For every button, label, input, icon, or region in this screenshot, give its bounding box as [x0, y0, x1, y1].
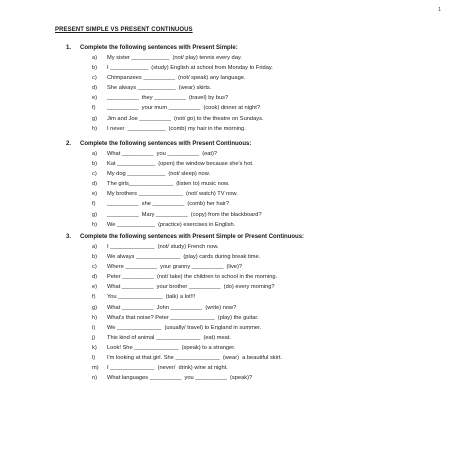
- item-sentence: My sister ____________ (not/ play) tennis every day.: [107, 55, 242, 61]
- item-sentence: We ____________ (practice) exercises in English.: [107, 221, 236, 228]
- item-letter: f): [92, 294, 96, 301]
- exercise-instruction: Complete the following sentences with Present Simple or Present Continuous:: [80, 234, 305, 240]
- item-sentence: What __________ John __________ (write) now?: [107, 304, 237, 311]
- exercise-item: [92, 333, 426, 343]
- item-letter: m): [92, 365, 99, 372]
- exercise-item: [92, 124, 426, 134]
- item-letter: h): [92, 125, 98, 132]
- item-letter: c): [92, 264, 97, 271]
- item-letter: k): [92, 344, 97, 351]
- exercise-item: [92, 159, 426, 169]
- item-letter: b): [92, 65, 98, 72]
- item-sentence: Peter __________ (not/ take) the children to school in the morning.: [107, 274, 278, 281]
- exercise-items: [92, 149, 426, 230]
- item-sentence: You ______________ (talk) a lot!!!: [107, 294, 196, 301]
- item-sentence: My dog ____________ (not/ sleep) now.: [107, 171, 211, 178]
- exercise-item: [92, 103, 426, 113]
- exercise-items: [92, 242, 426, 383]
- item-sentence: I ______________ (never/ drink) wine at night.: [107, 365, 228, 372]
- exercise-item: [92, 220, 426, 230]
- exercise-instruction: Complete the following sentences with Present Continuous:: [80, 141, 252, 147]
- item-letter: f): [92, 105, 96, 112]
- item-letter: n): [92, 375, 98, 382]
- page-number: 1: [438, 7, 441, 13]
- item-sentence: Kat ____________ (open) the window because she's hot.: [107, 161, 254, 168]
- item-sentence: What's that noise? Peter ______________ (play) the guitar.: [107, 314, 259, 321]
- exercise-item: [92, 199, 426, 209]
- exercise-item: [92, 252, 426, 262]
- exercise-heading: [66, 139, 426, 149]
- item-letter: e): [92, 284, 98, 291]
- exercise-item: [92, 83, 426, 93]
- item-letter: d): [92, 274, 98, 281]
- item-letter: b): [92, 254, 98, 261]
- exercise-item: [92, 303, 426, 313]
- item-sentence: __________ Mary __________ (copy) from the blackboard?: [107, 211, 262, 218]
- item-sentence: __________ she __________ (comb) her hair?: [107, 201, 230, 208]
- item-letter: h): [92, 221, 98, 228]
- item-letter: h): [92, 314, 98, 321]
- item-sentence: Chimpanzees __________ (not/ speak) any language.: [107, 75, 246, 82]
- exercise-section-1: [66, 43, 426, 134]
- exercise-heading: [66, 43, 426, 53]
- item-letter: d): [92, 85, 98, 92]
- exercise-items: [92, 53, 426, 134]
- exercise-item: [92, 53, 426, 63]
- item-sentence: I ____________ (study) English at school from Monday to Friday.: [107, 65, 273, 72]
- item-letter: f): [92, 201, 96, 208]
- worksheet-title: PRESENT SIMPLE VS PRESENT CONTINUOUS: [55, 27, 193, 33]
- exercise-item: [92, 63, 426, 73]
- item-letter: e): [92, 95, 98, 102]
- exercise-item: [92, 262, 426, 272]
- item-sentence: Where __________ your granny __________ (live)?: [107, 264, 243, 271]
- item-sentence: What languages __________ you __________ (speak)?: [107, 375, 253, 382]
- item-sentence: What __________ your brother __________ (do) every morning?: [107, 284, 275, 291]
- exercise-item: [92, 210, 426, 220]
- item-letter: l): [92, 355, 96, 362]
- item-letter: c): [92, 171, 97, 178]
- item-sentence: We always ______________ (play) cards during break time.: [107, 254, 261, 261]
- item-sentence: I'm looking at that girl. She ______________ (wear) a beautiful skirt.: [107, 355, 282, 362]
- exercise-heading: [66, 232, 426, 242]
- item-sentence: Jim and Joe __________ (not/ go) to the theatre on Sundays.: [107, 115, 264, 122]
- item-letter: j): [92, 334, 96, 341]
- item-letter: a): [92, 151, 98, 157]
- item-sentence: The girls______________ (listen to) music now.: [107, 181, 230, 188]
- exercise-item: [92, 373, 426, 383]
- item-sentence: We ______________ (usually/ travel) to England in summer.: [107, 324, 262, 331]
- exercise-section-3: [66, 232, 426, 383]
- exercise-item: [92, 343, 426, 353]
- item-sentence: This kind of animal ______________ (eat) meat.: [107, 334, 231, 341]
- item-sentence: I ______________ (not/ study) French now.: [107, 244, 219, 250]
- exercise-item: [92, 353, 426, 363]
- item-letter: a): [92, 55, 98, 61]
- exercise-instruction: Complete the following sentences with Present Simple:: [80, 45, 238, 51]
- exercise-item: [92, 93, 426, 103]
- exercise-section-2: [66, 139, 426, 230]
- item-sentence: __________ they __________ (travel) by bus?: [107, 95, 229, 102]
- item-letter: i): [92, 324, 96, 331]
- exercise-item: [92, 323, 426, 333]
- item-letter: g): [92, 115, 98, 122]
- exercise-item: [92, 73, 426, 83]
- item-sentence: She always ____________ (wear) skirts.: [107, 85, 212, 92]
- item-letter: a): [92, 244, 98, 250]
- exercise-item: [92, 292, 426, 302]
- item-letter: b): [92, 161, 98, 168]
- exercise-number: 3.: [66, 234, 72, 240]
- exercise-number: 1.: [66, 45, 72, 51]
- exercise-item: [92, 179, 426, 189]
- item-letter: g): [92, 304, 98, 311]
- exercise-item: [92, 149, 426, 159]
- item-sentence: Look! She ______________ (speak) to a stranger.: [107, 344, 236, 351]
- exercise-item: [92, 282, 426, 292]
- item-letter: g): [92, 211, 98, 218]
- item-sentence: What __________ you __________ (eat)?: [107, 151, 218, 157]
- item-sentence: My brothers ______________ (not/ watch) TV now.: [107, 191, 238, 198]
- item-letter: c): [92, 75, 97, 82]
- exercise-item: [92, 242, 426, 252]
- item-sentence: __________ your mum __________ (cook) dinner at night?: [107, 105, 261, 112]
- item-letter: d): [92, 181, 98, 188]
- item-sentence: I never ____________ (comb) my hair in the morning.: [107, 125, 246, 132]
- exercise-item: [92, 114, 426, 124]
- exercise-item: [92, 169, 426, 179]
- item-letter: e): [92, 191, 98, 198]
- exercise-item: [92, 313, 426, 323]
- exercise-item: [92, 272, 426, 282]
- exercise-number: 2.: [66, 141, 72, 147]
- exercise-item: [92, 189, 426, 199]
- exercise-item: [92, 363, 426, 373]
